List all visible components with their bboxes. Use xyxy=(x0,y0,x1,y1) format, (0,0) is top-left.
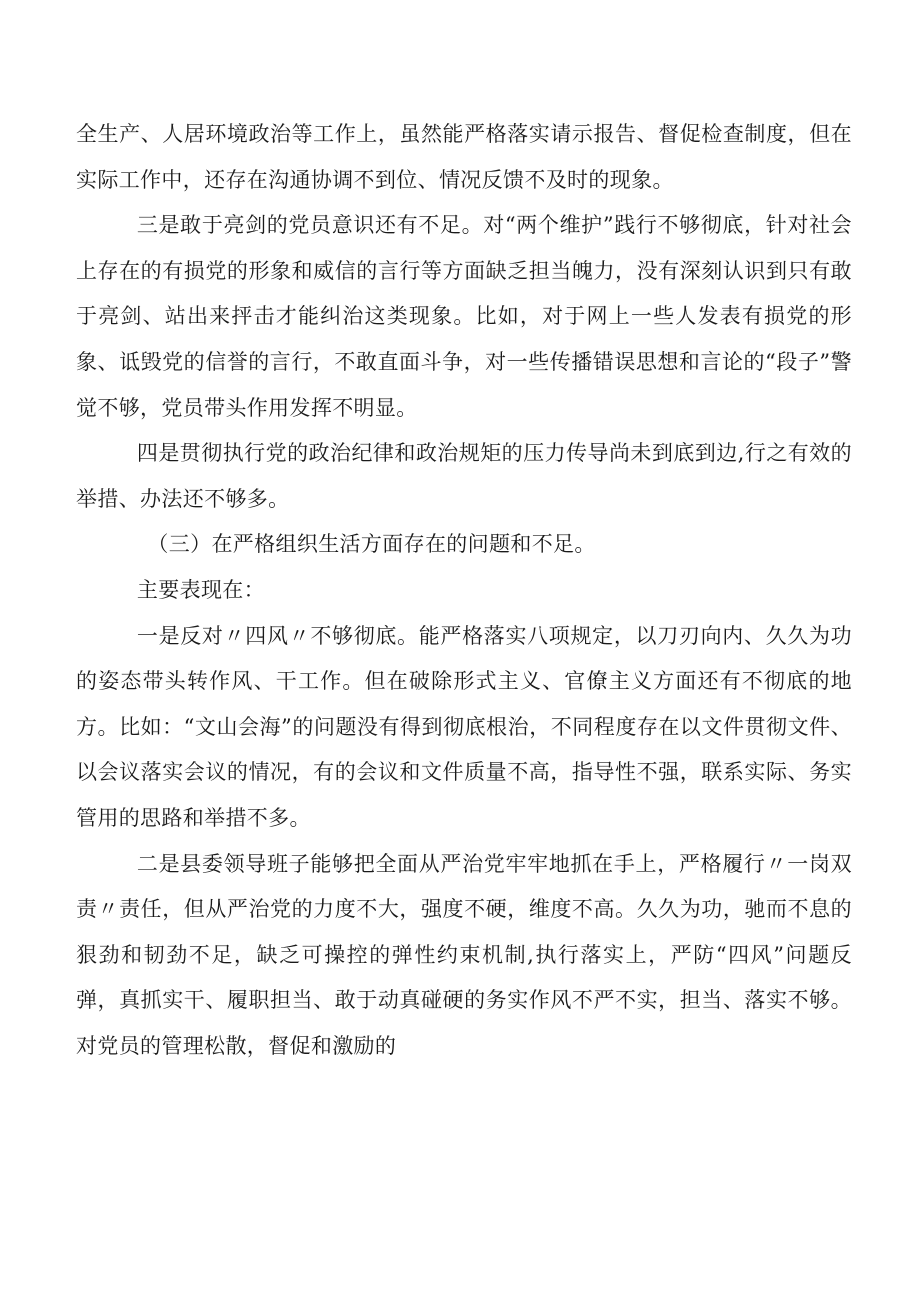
paragraph-point-two: 二是县委领导班子能够把全面从严治党牢牢地抓在手上，严格履行〃一岗双责〃责任，但从严治党的力度不大，强度不硬，维度不高。久久为功，驰而不息的狠劲和韧劲不足，缺乏可操控的弹性约束机制,执行落实上，严防“四风”问题反弹，真抓实干、履职担当、敢于动真碰硬的务实作风不严不实，担当、落实不够。对党员的管理松散，督促和激励的 xyxy=(76,851,852,1058)
paragraph-continuation: 全生产、人居环境政治等工作上，虽然能严格落实请示报告、督促检查制度，但在实际工作中，还存在沟通协调不到位、情况反馈不及时的现象。 xyxy=(76,122,852,192)
paragraph-main-manifestations: 主要表现在： xyxy=(136,577,265,602)
paragraph-point-three: 三是敢于亮剑的党员意识还有不足。对“两个维护”践行不够彻底，针对社会上存在的有损党的形象和威信的言行等方面缺乏担当魄力，没有深刻认识到只有敢于亮剑、站出来抨击才能纠治这类现象。比如，对于网上一些人发表有损党的形象、诋毁党的信誉的言行，不敢直面斗争，对一些传播错误思想和言论的“段子”警觉不够，党员带头作用发挥不明显。 xyxy=(76,213,852,420)
paragraph-point-four: 四是贯彻执行党的政治纪律和政治规矩的压力传导尚未到底到边,行之有效的举措、办法还不够多。 xyxy=(76,441,852,511)
paragraph-point-one: 一是反对〃四风〃不够彻底。能严格落实八项规定，以刀刃向内、久久为功的姿态带头转作风、干工作。但在破除形式主义、官僚主义方面还有不彻底的地方。比如：“文山会海”的问题没有得到彻底根治，不同程度存在以文件贯彻文件、以会议落实会议的情况，有的会议和文件质量不高，指导性不强，联系实际、务实管用的思路和举措不多。 xyxy=(76,623,852,830)
document-body xyxy=(76,112,852,1069)
section-heading-three: （三）在严格组织生活方面存在的问题和不足。 xyxy=(147,532,596,557)
